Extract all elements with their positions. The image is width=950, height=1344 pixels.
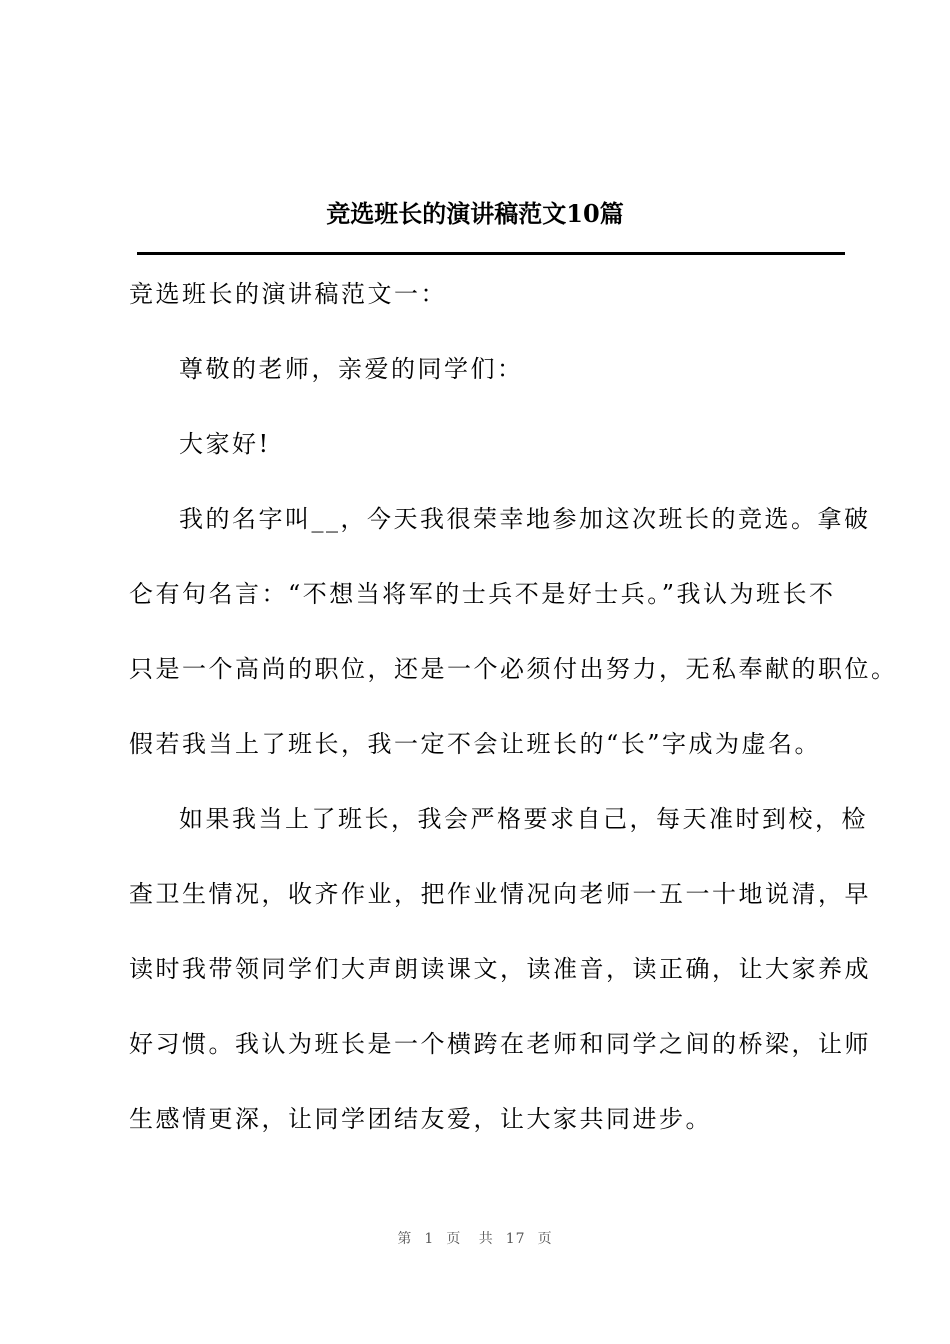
section-heading: 竞选班长的演讲稿范文一： bbox=[129, 280, 447, 308]
paragraph-line: 仑有句名言：“不想当将军的士兵不是好士兵。”我认为班长不 bbox=[129, 580, 836, 608]
paragraph-line: 只是一个高尚的职位，还是一个必须付出努力，无私奉献的职位。 bbox=[129, 655, 898, 683]
document-title: 竞选班长的演讲稿范文10篇 bbox=[326, 199, 624, 228]
paragraph-line: 假若我当上了班长，我一定不会让班长的“长”字成为虚名。 bbox=[129, 730, 822, 758]
paragraph-line: 我的名字叫__，今天我很荣幸地参加这次班长的竞选。拿破 bbox=[179, 505, 871, 533]
page-footer bbox=[0, 1228, 950, 1248]
document-body bbox=[129, 257, 898, 1157]
paragraph-line: 生感情更深，让同学团结友爱，让大家共同进步。 bbox=[129, 1105, 712, 1133]
footer-label-page: 第 bbox=[397, 1231, 413, 1247]
title-divider bbox=[137, 252, 845, 255]
paragraph-line: 好习惯。我认为班长是一个横跨在老师和同学之间的桥梁，让师 bbox=[129, 1030, 871, 1058]
footer-label-end: 页 bbox=[537, 1231, 553, 1247]
footer-current-page: 1 bbox=[424, 1231, 435, 1247]
paragraph-line: 如果我当上了班长，我会严格要求自己，每天准时到校，检 bbox=[179, 805, 868, 833]
paragraph-line: 读时我带领同学们大声朗读课文，读准音，读正确，让大家养成 bbox=[129, 955, 871, 983]
footer-label-of: 页 共 bbox=[446, 1231, 494, 1247]
footer-total-pages: 17 bbox=[505, 1231, 526, 1247]
paragraph-line: 查卫生情况，收齐作业，把作业情况向老师一五一十地说清，早 bbox=[129, 880, 871, 908]
greeting-line: 大家好! bbox=[179, 430, 271, 458]
salutation-line: 尊敬的老师，亲爱的同学们： bbox=[179, 355, 524, 383]
